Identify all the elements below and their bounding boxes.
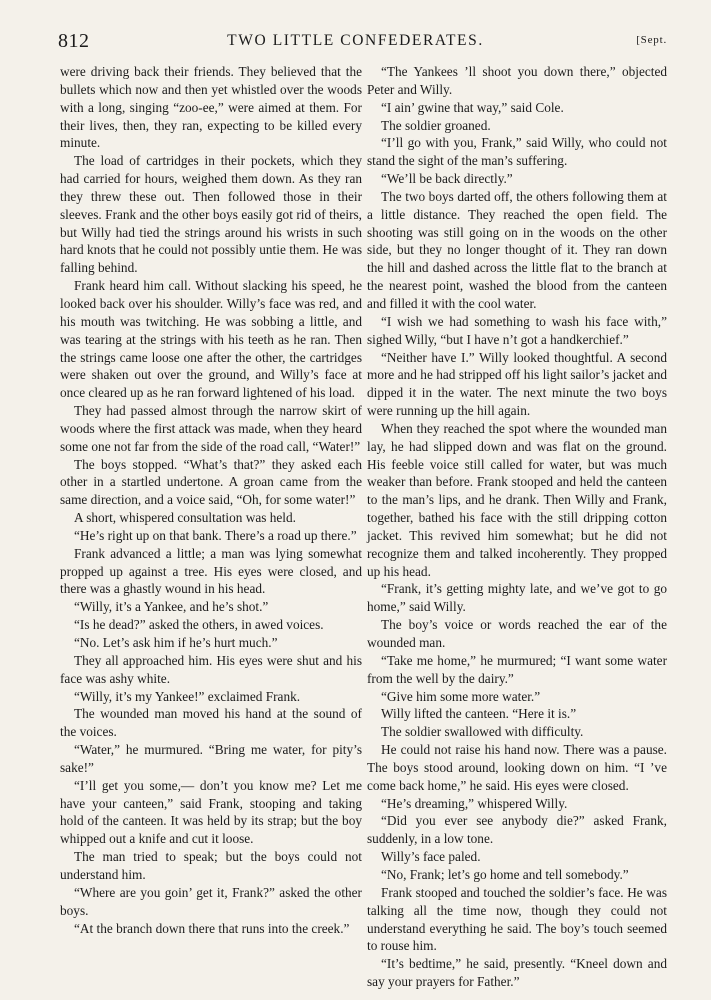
paragraph: A short, whispered consultation was held. — [74, 510, 296, 526]
page-number: 812 — [58, 30, 90, 52]
paragraph: Willy lifted the canteen. “Here it is.” — [381, 706, 577, 722]
paragraph: “Is he dead?” asked the others, in awed voices. — [74, 617, 324, 633]
paragraph: He could not raise his hand now. There was a pause. The boys stood around, looking down on him. “I ’ve come back home,” he said. His eyes were closed. — [367, 742, 667, 793]
paragraph: “I’ll get you some,— don’t you know me? Let me have your canteen,” said Frank, stooping and taking hold of the canteen. It was held by its strap; but the boy whipped out a knife and cut it loose. — [60, 777, 362, 847]
paragraph: “Give him some more water.” — [381, 688, 541, 704]
paragraph: “Did you ever see anybody die?” asked Frank, suddenly, in a low tone. — [367, 813, 667, 847]
paragraph: “Frank, it’s getting mighty late, and we’ve got to go home,” said Willy. — [367, 581, 667, 615]
running-title: TWO LITTLE CONFEDERATES. — [227, 32, 484, 49]
paragraph: They all approached him. His eyes were shut and his face was ashy white. — [60, 652, 362, 686]
paragraph: The wounded man moved his hand at the sound of the voices. — [60, 706, 362, 740]
paragraph: Willy’s face paled. — [381, 849, 481, 865]
paragraph: Frank stooped and touched the soldier’s face. He was talking all the time now, though they could not understand everything he said. The boy’s touch seemed to rouse him. — [367, 884, 667, 954]
paragraph: “Take me home,” he murmured; “I want some water from the well by the dairy.” — [367, 652, 667, 686]
paragraph: The soldier groaned. — [381, 117, 491, 133]
paragraph: “The Yankees ’ll shoot you down there,” objected Peter and Willy. — [367, 64, 667, 97]
left-column — [60, 63, 362, 937]
paragraph: When they reached the spot where the wounded man lay, he had slipped down and was flat on the ground. His feeble voice still called for water, but was much weaker than before. Frank stooped and held the canteen to the man’s lips, and he drank. Then Willy and Frank, together, bathed his face with the still dripping cotton jacket. This revived him somewhat; but he did not recognize them and talked incoherently. They propped up his head. — [367, 420, 667, 579]
page-header — [0, 26, 711, 56]
paragraph: “He’s dreaming,” whispered Willy. — [381, 795, 568, 811]
paragraph: were driving back their friends. They believed that the bullets which now and then yet whistled over the woods with a long, singing “zoo-ee,” were aimed at them. For their lives, then, they ran, expecting to be killed every minute. — [60, 64, 362, 151]
paragraph: “I ain’ gwine that way,” said Cole. — [381, 99, 564, 115]
paragraph: “Where are you goin’ get it, Frank?” asked the other boys. — [60, 884, 362, 918]
paragraph: “I wish we had something to wash his face with,” sighed Willy, “but I have n’t got a handkerchief.” — [367, 313, 667, 347]
right-column — [367, 63, 667, 991]
paragraph: “At the branch down there that runs into the creek.” — [74, 920, 350, 936]
paragraph: Frank advanced a little; a man was lying somewhat propped up against a tree. His eyes were closed, and there was a ghastly wound in his head. — [60, 545, 362, 597]
paragraph: “Neither have I.” Willy looked thoughtful. A second more and he had stripped off his light sailor’s jacket and dipped it in the water. The next minute the two boys were running up the hill again. — [367, 349, 667, 419]
issue-month: [Sept. — [636, 34, 667, 46]
paragraph: “No. Let’s ask him if he’s hurt much.” — [74, 635, 278, 650]
paragraph: The man tried to speak; but the boys could not understand him. — [60, 849, 362, 882]
paragraph: “No, Frank; let’s go home and tell somebody.” — [381, 866, 629, 882]
paragraph: The boys stopped. “What’s that?” they asked each other in a startled undertone. A groan came from the same direction, and a voice said, “Oh, for some water!” — [60, 456, 362, 508]
paragraph: “We’ll be back directly.” — [381, 171, 513, 187]
paragraph: Frank heard him call. Without slacking his speed, he looked back over his shoulder. Willy’s face was red, and his mouth was twitching. He was sobbing a little, and was tearing at the strings with his teeth as he ran. Then the strings came loose one after the other, the cartridges were shaken out over the ground, and Willy’s face at once cleared up as he ran forward lightened of his load. — [60, 278, 362, 401]
paragraph: They had passed almost through the narrow skirt of woods where the first attack was made, when they heard some one not far from the side of the road call, “Water!” — [60, 403, 362, 454]
paragraph: The load of cartridges in their pockets, which they had carried for hours, weighed them down. As they ran they threw these out. Then followed those in their sleeves. Frank and the other boys easily got rid of theirs, but Willy had tied the strings around his wrists in such hard knots that he could not possibly untie them. He was falling behind. — [60, 153, 362, 276]
paragraph: The two boys darted off, the others following them at a little distance. They reached the open field. The shooting was still going on in the woods on the other side, but they no longer thought of it. They ran down the hill and dashed across the little flat to the branch at the nearest point, washed the blood from the canteen and filled it with the cool water. — [367, 188, 667, 311]
paragraph: “I’ll go with you, Frank,” said Willy, who could not stand the sight of the man’s suffering. — [367, 135, 667, 169]
paragraph: “He’s right up on that bank. There’s a road up there.” — [74, 527, 357, 543]
paragraph: The soldier swallowed with difficulty. — [381, 724, 584, 740]
paragraph: “Willy, it’s my Yankee!” exclaimed Frank. — [74, 688, 301, 704]
paragraph: The boy’s voice or words reached the ear of the wounded man. — [367, 617, 667, 650]
paragraph: “It’s bedtime,” he said, presently. “Kneel down and say your prayers for Father.” — [367, 956, 667, 990]
paragraph: “Willy, it’s a Yankee, and he’s shot.” — [74, 599, 269, 615]
paragraph: “Water,” he murmured. “Bring me water, for pity’s sake!” — [60, 742, 362, 775]
